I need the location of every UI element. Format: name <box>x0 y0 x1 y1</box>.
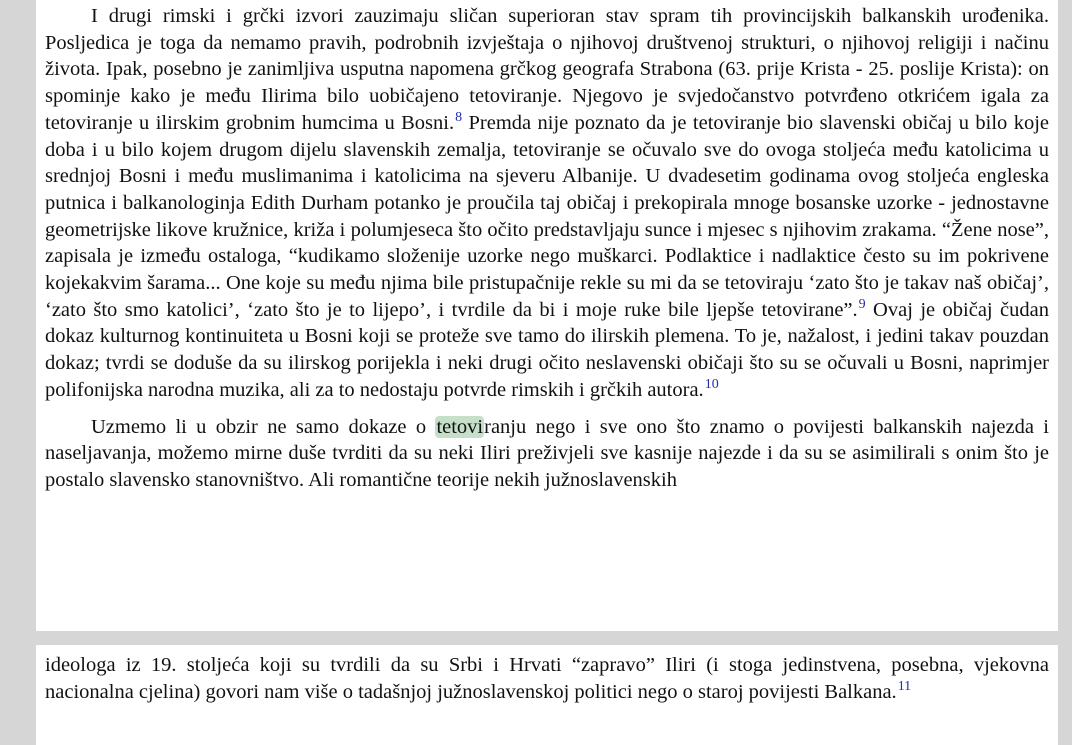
paragraph-3-text: ideologa iz 19. stoljeća koji su tvrdili da su Srbi i Hrvati “zapravo” Iliri (i stoga jedinstvena, posebna, vjekovna nacionalna cjelina) govori nam više o tadašnjoj južnoslavenskoj politici nego o staroj povijesti Balkana. <box>45 654 1049 703</box>
document-page-1 <box>36 0 1058 631</box>
paragraph-1-text-a: I drugi rimski i grčki izvori zauzimaju sličan superioran stav spram tih provincijskih balkanskih urođenika. Posljedica je toga da nemamo pravih, podrobnih izvještaja o njihovoj društvenoj strukturi, o njihovoj religiji i načinu života. Ipak, posebno je zanimljiva usputna napomena grčkog geografa Strabona (63. prije Krista - 25. poslije Krista): on spominje kako je među Ilirima bilo uobičajeno tetoviranje. Njegovo je svjedočanstvo potvrđeno otkrićem igala za tetoviranje u ilirskim grobnim humcima u Bosni. <box>45 5 1049 134</box>
paragraph-2-text-a: Uzmemo li u obzir ne samo dokaze o <box>91 415 436 438</box>
search-highlight[interactable]: tetovi <box>436 415 484 438</box>
paragraph-3 <box>45 652 1049 705</box>
footnote-ref-10[interactable]: 10 <box>704 377 719 393</box>
paragraph-2-text-b: ranju nego i sve ono što znamo o povijesti balkanskih najezda i naseljavanja, možemo mirne duše tvrditi da su neki Iliri preživjeli sve kasnije najezde i da su se asimilirali s onim što je postalo slavensko stanovništvo. Ali romantične teorije nekih južnoslavenskih <box>45 415 1049 491</box>
paragraph-1-text-b: Premda nije poznato da je tetoviranje bio slavenski običaj u bilo koje doba i u bilo kojem drugom dijelu slavenskih zemalja, tetoviranje se očuvalo sve do ovoga stoljeća među katolicima u srednjoj Bosni i među muslimanima i katolicima na sjeveru Albanije. U dvadesetim godinama ovog stoljeća engleska putnica i balkanologinja Edith Durham potanko je proučila taj običaj i prekopirala mnoge bosanske uzorke - jednostavne geometrijske likove kružnice, križa i polumjeseca što očito predstavljaju sunce i mjesec s njihovim zrakama. “Žene nose”, zapisala je između ostaloga, “kudikamo složenije uzorke nego muškarci. Podlaktice i nadlaktice često su im pokrivene kojekakvim šarama... One koje su među njima bile pristupačnije rekle su mi da se tetoviraju ‘zato što je takav naš običaj’, ‘zato što smo katolici’, ‘zato što je to lijepo’, i tvrdile da bi i moje ruke bile ljepše tetovirane”. <box>45 111 1049 321</box>
paragraph-1-text-c: Ovaj je običaj čudan dokaz kulturnog kontinuiteta u Bosni koji se proteže sve tamo do ilirskih plemena. To je, nažalost, i jedini takav pouzdan dokaz; tvrdi se doduše da su ilirskog porijekla i neki drugi očito neslavenski običaji što su se očuvali u Bosni, naprimjer polifonijska narodna muzika, ali za to nedostaju potvrde rimskih i grčkih autora. <box>45 298 1049 401</box>
paragraph-1 <box>45 3 1049 404</box>
document-page-2 <box>36 645 1058 745</box>
paragraph-2 <box>45 414 1049 494</box>
footnote-ref-11[interactable]: 11 <box>897 678 912 694</box>
footnote-ref-9[interactable]: 9 <box>858 296 866 312</box>
footnote-ref-8[interactable]: 8 <box>455 109 463 125</box>
